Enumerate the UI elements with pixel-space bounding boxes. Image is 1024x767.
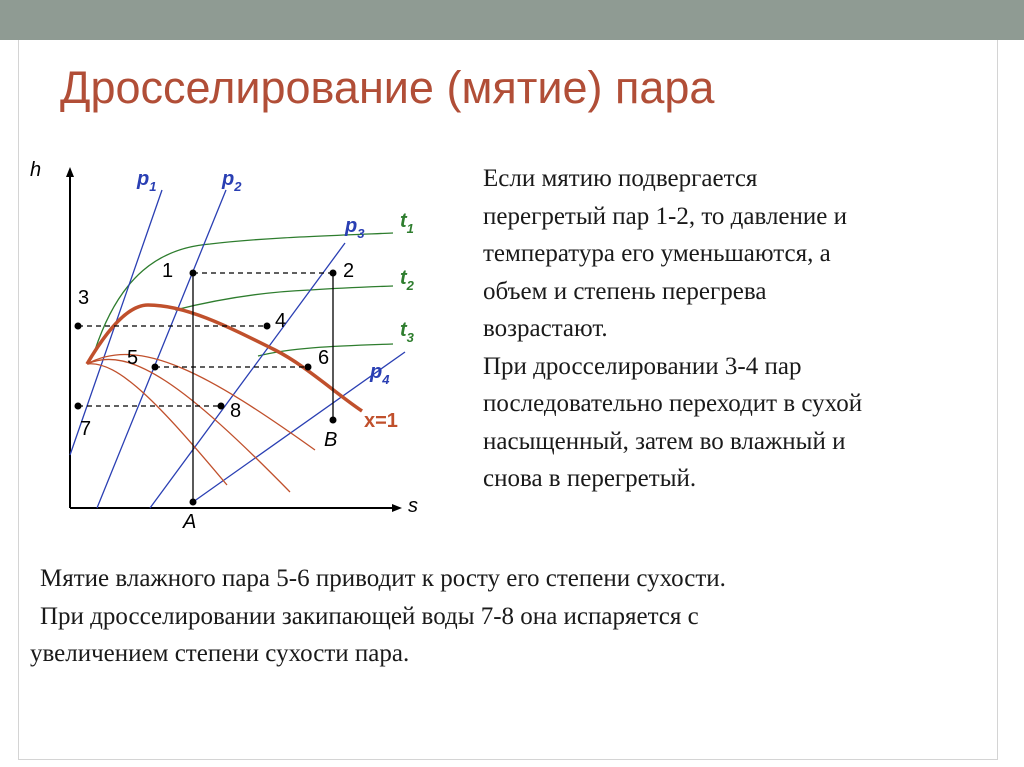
point-label-A: A [183, 511, 197, 533]
point-label-4: 4 [275, 310, 287, 332]
point-2 [330, 270, 337, 277]
saturation-label: x=1 [364, 410, 398, 432]
wet-steam-note [30, 560, 990, 673]
point-3 [75, 323, 82, 330]
explanation-line: объем и степень перегрева [483, 277, 767, 305]
explanation-line: возрастают. [483, 315, 608, 342]
point-5 [152, 364, 159, 371]
point-label-5: 5 [127, 347, 139, 369]
explanation-text [483, 160, 1003, 498]
point-label-3: 3 [78, 287, 90, 309]
point-6 [305, 364, 312, 371]
note-line: увеличением степени сухости пара. [30, 640, 410, 667]
s-axis-label: s [408, 495, 418, 517]
explanation-line: насыщенный, затем во влажный и [483, 427, 846, 455]
point-1 [190, 270, 197, 277]
explanation-line: перегретый пар 1-2, то давление и [483, 202, 848, 230]
point-label-2: 2 [343, 260, 355, 282]
isobar-label-p2: $p_2$ [222, 168, 242, 194]
isotherm-label-t1: $t_1$ [400, 210, 414, 236]
explanation-line: последовательно переходит в сухой [483, 390, 863, 417]
dryness-line-2 [87, 359, 290, 492]
isobar-label-p1: $p_1$ [137, 168, 157, 194]
isobar-label-p4: $p_4$ [370, 361, 390, 387]
explanation-line: Если мятию подвергается [483, 165, 758, 192]
slide-title: Дросселирование (мятие) пара [60, 62, 715, 113]
isotherm-t1 [95, 233, 393, 350]
isotherm-label-t2: $t_2$ [400, 267, 414, 293]
point-4 [264, 323, 271, 330]
explanation-line: температура его уменьшаются, а [483, 240, 831, 267]
h-axis-label: h [30, 159, 42, 181]
isotherm-label-t3: $t_3$ [400, 319, 414, 345]
point-label-7: 7 [80, 418, 92, 440]
point-label-1: 1 [162, 260, 174, 282]
point-label-B: B [324, 429, 338, 451]
point-A [190, 499, 197, 506]
point-B [330, 417, 337, 424]
isobar-label-p3: $p_3$ [345, 215, 365, 241]
note-line: Мятие влажного пара 5-6 приводит к росту его степени сухости. [40, 565, 726, 592]
isotherm-t2 [175, 286, 393, 310]
dryness-line-3 [87, 364, 227, 485]
explanation-line: При дросселировании 3-4 пар [483, 352, 802, 380]
point-8 [218, 403, 225, 410]
point-label-6: 6 [318, 347, 330, 369]
point-7 [75, 403, 82, 410]
explanation-line: снова в перегретый. [483, 465, 697, 492]
point-label-8: 8 [230, 400, 242, 422]
dryness-line-1 [87, 355, 315, 450]
note-line: При дросселировании закипающей воды 7-8 она испаряется с [40, 602, 699, 630]
